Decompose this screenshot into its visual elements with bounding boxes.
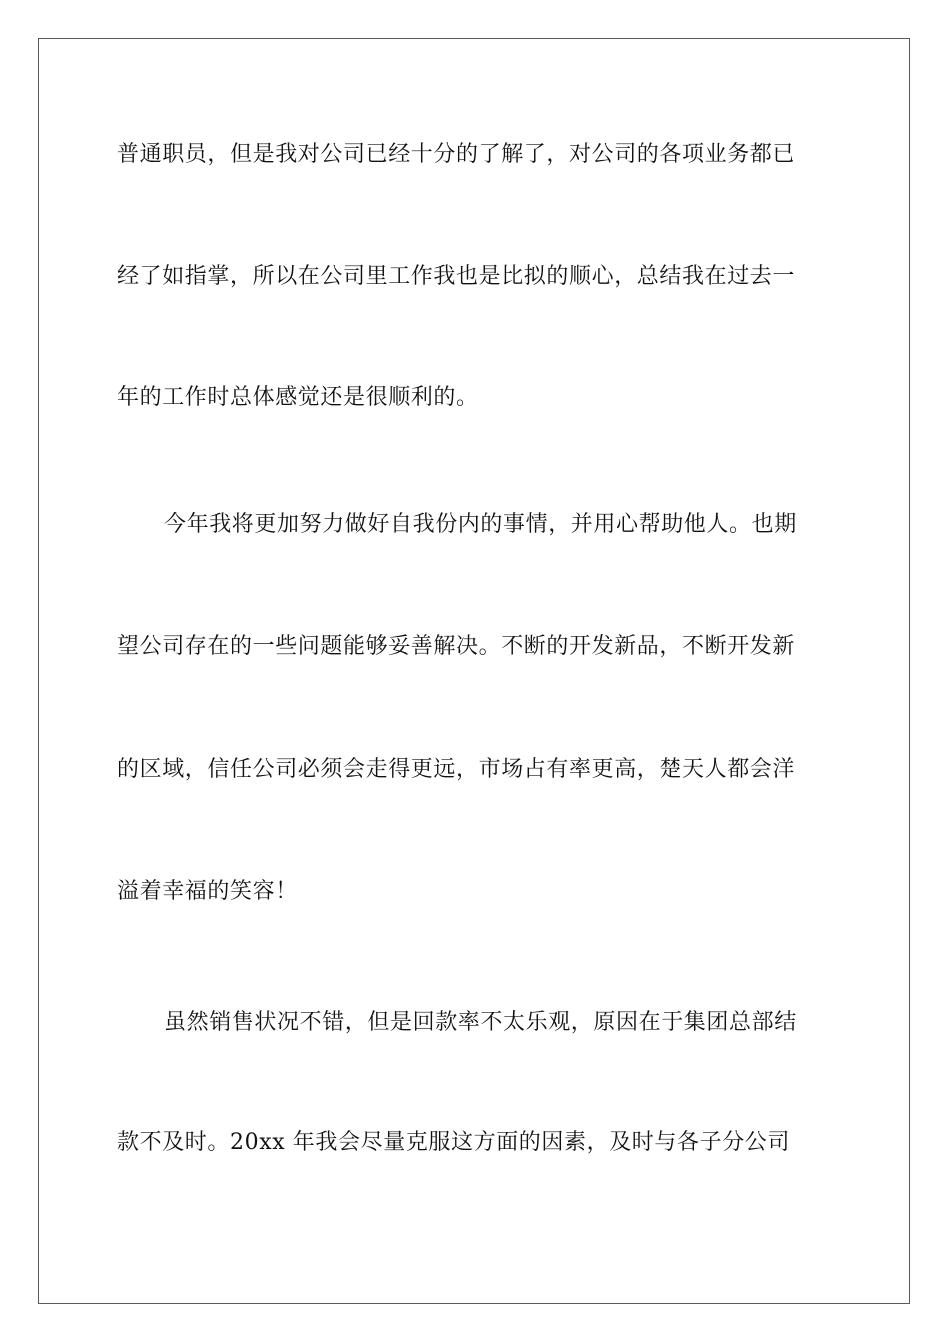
- paragraph-first-line: 虽然销售状况不错，但是回款率不太乐观，原因在于集团总部结: [164, 1010, 797, 1035]
- text-line: 普通职员，但是我对公司已经十分的了解了，对公司的各项业务都已: [117, 142, 796, 167]
- page-border: [38, 38, 910, 1304]
- text-line: 年的工作时总体感觉还是很顺利的。: [117, 385, 479, 410]
- text-line: 经了如指掌，所以在公司里工作我也是比拟的顺心，总结我在过去一: [117, 264, 796, 289]
- text-line: 款不及时。20xx 年我会尽量克服这方面的因素，及时与各子分公司: [117, 1130, 791, 1155]
- text-line: 的区域，信任公司必须会走得更远，市场占有率更高，楚天人都会洋: [117, 757, 796, 782]
- text-line: 溢着幸福的笑容！: [117, 879, 298, 904]
- paragraph-first-line: 今年我将更加努力做好自我份内的事情，并用心帮助他人。也期: [164, 512, 797, 537]
- text-line: 望公司存在的一些问题能够妥善解决。不断的开发新品，不断开发新: [117, 634, 796, 659]
